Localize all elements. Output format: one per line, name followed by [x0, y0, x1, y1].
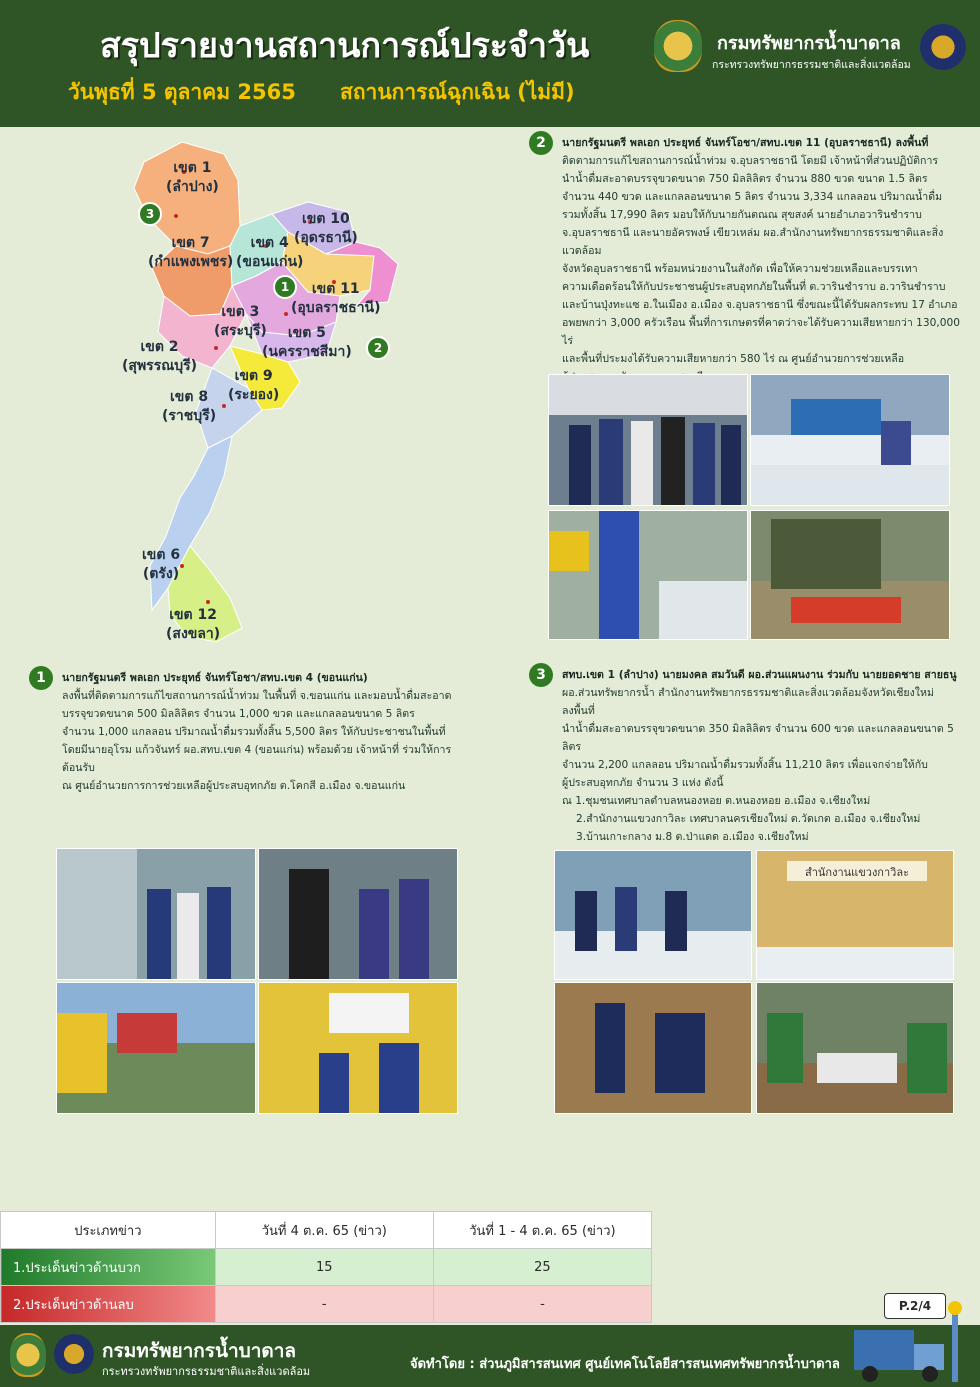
section-3-photo-4 [756, 982, 954, 1114]
section-2-photo-1 [548, 374, 748, 506]
section-3-number: 3 [529, 663, 553, 687]
section-1-number: 1 [29, 666, 53, 690]
table-row-positive [1, 1249, 652, 1286]
emergency-status: สถานการณ์ฉุกเฉิน (ไม่มี) [340, 80, 575, 104]
section-3-photo-1 [554, 850, 752, 980]
ministry-seal [920, 24, 966, 70]
footer-department-logo [10, 1333, 46, 1377]
map-label-zone-5: เขต 5 (นครราชสีมา) [262, 325, 352, 360]
photo-sign-text: สำนักงานแขวงกาวิละ [805, 866, 909, 879]
section-1-photo-2 [258, 848, 458, 980]
section-3-photo-3 [554, 982, 752, 1114]
footer-made-by: จัดทำโดย : ส่วนภูมิสารสนเทศ ศูนย์เทคโนโลยีสารสนเทศทรัพยากรน้ำบาดาล [410, 1357, 840, 1372]
section-1-photo-4 [258, 982, 458, 1114]
map-label-zone-7: เขต 7 (กำแพงเพชร) [148, 235, 234, 270]
department-logo [654, 20, 702, 72]
table-header-row [1, 1212, 652, 1249]
map-marker-1: 1 [273, 275, 297, 299]
header-cell-range: วันที่ 1 - 4 ต.ค. 65 (ข่าว) [433, 1212, 651, 1249]
section-2-number: 2 [529, 131, 553, 155]
page-title: สรุปรายงานสถานการณ์ประจำวัน [100, 26, 590, 66]
header-cell-day: วันที่ 4 ต.ค. 65 (ข่าว) [215, 1212, 433, 1249]
map-label-zone-9: เขต 9 (ระยอง) [228, 368, 280, 403]
map-label-zone-10: เขต 10 (อุดรธานี) [294, 211, 358, 246]
header-ministry: กระทรวงทรัพยากรธรรมชาติและสิ่งแวดล้อม [712, 59, 911, 71]
row-value-range: 25 [433, 1249, 651, 1286]
map-label-zone-3: เขต 3 (สระบุรี) [214, 304, 267, 339]
row-label: 2.ประเด็นข่าวด้านลบ [1, 1286, 216, 1323]
header-cell-type: ประเภทข่าว [1, 1212, 216, 1249]
header-department: กรมทรัพยากรน้ำบาดาล [717, 33, 901, 54]
map-label-zone-8: เขต 8 (ราชบุรี) [162, 389, 217, 424]
map-label-zone-11: เขต 11 (อุบลราชธานี) [291, 281, 381, 316]
section-3-text: สทบ.เขต 1 (ลำปาง) นายมงคล สมวันดี ผอ.ส่วนแผนงาน ร่วมกับ นายยอดชาย สายธนู ผอ.ส่วนทรัพยากรน้ำ สำนักงานทรัพยากรธรรมชาติและสิ่งแวดล้อมจังหวัดเชียงใหม่ ลงพื้นที่ นำน้ำดื่มสะอาดบรรจุขวดขนาด 350 มิลลิลิตร จำนวน 600 ขวด และแกลลอนขนาด 5 ลิตร จำนวน 2,200 แกลลอน ปริมาณน้ำดื่มรวมทั้งสิ้น 11,210 ลิตร เพื่อแจกจ่ายให้กับ ผู้ประสบอุทกภัย จำนวน 3 แห่ง ดังนี้ ณ 1.ชุมชนเทศบาลตำบลหนองหอย ต.หนองหอย อ.เมือง จ.เชียงใหม่ 2.สำนักงานแขวงกาวิละ เทศบาลนครเชียงใหม่ ต.วัดเกต อ.เมือง จ.เชียงใหม่ 3.บ้านเกาะกลาง ม.8 ต.ป่าแดด อ.เมือง จ.เชียงใหม่ [562, 669, 957, 843]
section-1-photo-3 [56, 982, 256, 1114]
footer-ministry-seal [54, 1334, 94, 1374]
row-value-day: - [215, 1286, 433, 1323]
row-value-range: - [433, 1286, 651, 1323]
map-label-zone-1: เขต 1 (ลำปาง) [166, 160, 219, 195]
section-1-photo-1 [56, 848, 256, 980]
map-label-zone-4: เขต 4 (ขอนแก่น) [236, 235, 304, 270]
section-2-text: นายกรัฐมนตรี พลเอก ประยุทธ์ จันทร์โอชา/สทบ.เขต 11 (อุบลราชธานี) ลงพื้นที่ ติดตามการแก้ไขสถานการณ์น้ำท่วม จ.อุบลราชธานี โดยมี เจ้าหน้าที่ส่วนปฏิบัติการ นำน้ำดื่มสะอาดบรรจุขวดขนาด 750 มิลลิลิตร จำนวน 880 ขวด ขนาด 1.5 ลิตร จำนวน 440 ขวด และแกลลอนขนาด 5 ลิตร จำนวน 3,334 แกลลอน ปริมาณน้ำดื่ม รวมทั้งสิ้น 17,990 ลิตร มอบให้กับนายกันตณณ สุขสงค์ นายอำเภอวารินชำราบ จ.อุบลราชธานี และนายอัครพงษ์ เขียวเหล่ม ผอ.สำนักงานทรัพยากรธรรมชาติและสิ่งแวดล้อม จังหวัดอุบลราชธานี พร้อมหน่วยงานในสังกัด เพื่อให้ความช่วยเหลือและบรรเทา ความเดือดร้อนให้กับประชาชนผู้ประสบอุทกภัยในพื้นที่ ต.วารินชำราบ อ.วารินชำราบ และบ้านปุ่งทะแซ อ.ในเมือง อ.เมือง จ.อุบลราชธานี ซึ่งขณะนี้ได้รับผลกระทบ 17 อำเภอ อพยพกว่า 3,000 ครัวเรือน พื้นที่การเกษตรที่คาดว่าจะได้รับความเสียหายกว่า 130,000 ไร่ และพื้นที่ประมงได้รับความเสียหายกว่า 580 ไร่ ณ ศูนย์อำนวยการช่วยเหลือ [562, 137, 960, 365]
table-row-negative [1, 1286, 652, 1323]
news-stats-table [0, 1211, 652, 1323]
footer-department: กรมทรัพยากรน้ำบาดาล [102, 1340, 297, 1362]
section-2-photo-4 [750, 510, 950, 640]
section-2-photo-2 [750, 374, 950, 506]
report-date: วันพุธที่ 5 ตุลาคม 2565 [68, 80, 296, 104]
section-1-text: นายกรัฐมนตรี พลเอก ประยุทธ์ จันทร์โอชา/สทบ.เขต 4 (ขอนแก่น) ลงพื้นที่ติดตามการแก้ไขสถานการณ์น้ำท่วม ในพื้นที่ จ.ขอนแก่น และมอบน้ำดื่มสะอาด บรรจุขวดขนาด 500 มิลลิลิตร จำนวน 1,000 ขวด และแกลลอนขนาด 5 ลิตร จำนวน 1,000 แกลลอน ปริมาณน้ำดื่มรวมทั้งสิ้น 5,500 ลิตร ให้กับประชาชนในพื้นที่ โดยมีนายอุโรม แก้วจันทร์ ผอ.สทบ.เขต 4 (ขอนแก่น) พร้อมด้วย เจ้าหน้าที่ ร่วมให้การต้อนรับ ณ ศูนย์อำนวยการการช่วยเหลือผู้ประสบอุทกภัย ต.โคกสี อ.เมือง จ.ขอนแก่น [62, 672, 452, 792]
page-number: P.2/4 [884, 1293, 946, 1319]
map-label-zone-12: เขต 12 (สงขลา) [166, 607, 221, 642]
row-label: 1.ประเด็นข่าวด้านบวก [1, 1249, 216, 1286]
section-3-photo-2 [756, 850, 954, 980]
footer-ministry: กระทรวงทรัพยากรธรรมชาติและสิ่งแวดล้อม [102, 1365, 311, 1378]
section-2-photo-3 [548, 510, 748, 640]
drilling-truck-icon [848, 1300, 972, 1386]
map-marker-3: 3 [138, 202, 162, 226]
map-marker-2: 2 [366, 336, 390, 360]
row-value-day: 15 [215, 1249, 433, 1286]
map-label-zone-2: เขต 2 (สุพรรณบุรี) [122, 339, 198, 374]
map-label-zone-6: เขต 6 (ตรัง) [142, 547, 181, 582]
